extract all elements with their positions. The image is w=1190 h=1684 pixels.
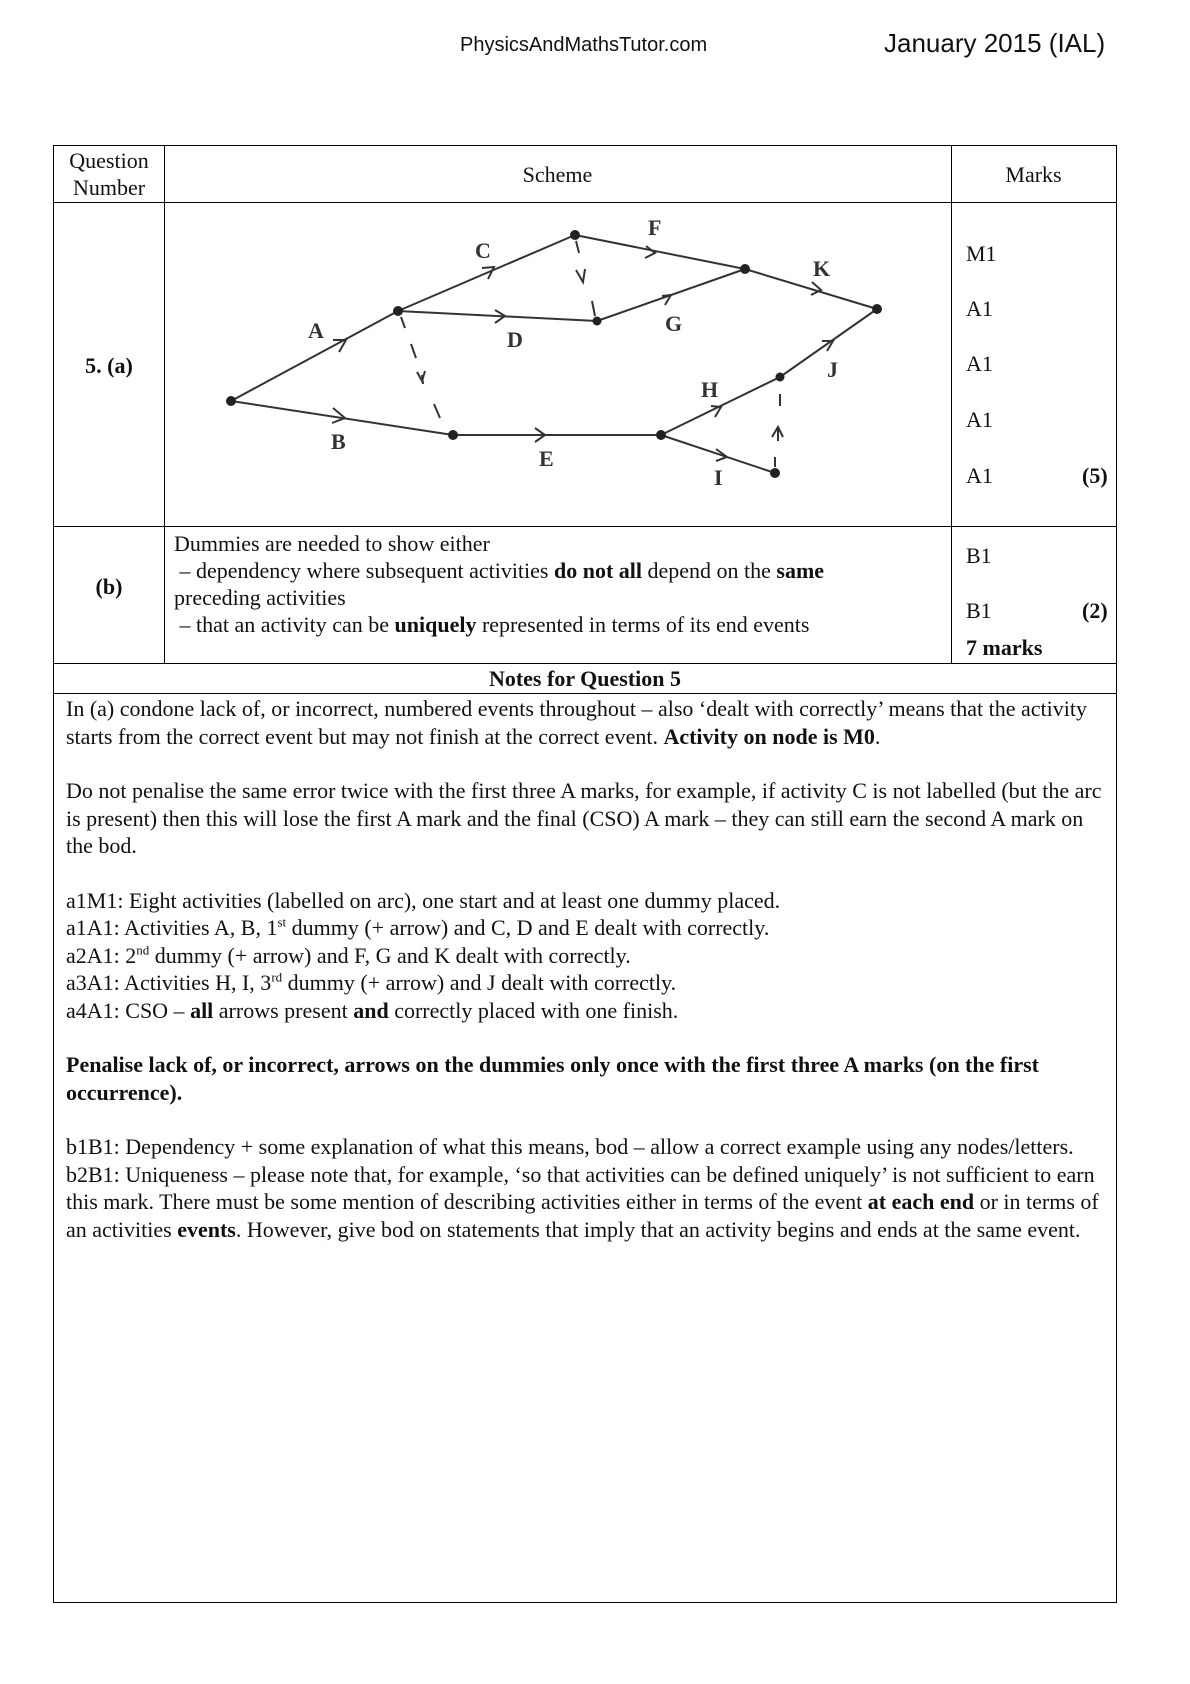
dummy-2-dash [592, 301, 595, 316]
divider [54, 526, 1116, 527]
event-node [570, 230, 580, 240]
activity-network-diagram [165, 203, 951, 525]
text: a4A1: CSO – [66, 997, 191, 1023]
dummy-2-dash [576, 241, 579, 253]
part-a-subtotal: (5) [1082, 463, 1108, 488]
question-number-5a: 5. (a) [85, 353, 133, 378]
divider [54, 693, 1116, 694]
dummy-1-dash [434, 404, 440, 418]
dummy-1-dash [411, 344, 416, 358]
column-header-marks: Marks [1005, 162, 1062, 187]
notes-title: Notes for Question 5 [488, 666, 682, 691]
emphasis: at each end [867, 1189, 975, 1214]
event-node [770, 468, 780, 478]
note-paragraph [66, 695, 1106, 750]
event-nodes [226, 230, 882, 478]
criterion-a2a1 [66, 942, 1106, 970]
event-node [776, 373, 785, 382]
text: a1A1: Activities A, B, 1 [66, 915, 278, 940]
text: – that an activity can be [179, 612, 395, 637]
text: . [874, 723, 881, 749]
answer-line [174, 611, 944, 638]
event-node [656, 430, 666, 440]
total-marks: 7 marks [966, 635, 1043, 660]
mark-a1: A1 [966, 407, 993, 432]
part-b-answer [174, 530, 944, 638]
text: . However, give bod on statements that imply that an activity begins and ends at the same event. [235, 1216, 1081, 1242]
answer-line: Dummies are needed to show either [174, 531, 490, 556]
superscript: st [277, 914, 287, 930]
label-b: B [331, 429, 346, 454]
page-header-site: PhysicsAndMathsTutor.com [460, 34, 708, 56]
divider [951, 146, 952, 663]
answer-line [174, 557, 944, 584]
label-h: H [701, 377, 719, 402]
label-i: I [714, 465, 723, 490]
superscript: rd [271, 969, 283, 985]
mark-a1: A1 [966, 351, 993, 376]
divider [54, 663, 1116, 664]
criterion-a1m1: a1M1: Eight activities (labelled on arc), one start and at least one dummy placed. [66, 887, 781, 913]
dummy-1-dash [401, 317, 405, 328]
text: a2A1: 2 [66, 942, 137, 968]
mark-a1: A1 [966, 463, 993, 488]
emphasis: Activity on node is M0 [663, 723, 875, 749]
event-node [393, 306, 403, 316]
emphasis: do not all [553, 558, 643, 583]
answer-line: preceding activities [174, 585, 346, 610]
emphasis: all [190, 997, 214, 1023]
column-header-scheme: Scheme [522, 162, 593, 187]
label-k: K [813, 256, 831, 281]
text: or in terms of an activities [66, 1189, 1099, 1242]
mark-b1: B1 [966, 543, 992, 568]
label-e: E [539, 446, 554, 471]
column-header-question-line2: Number [72, 175, 146, 200]
text: arrows present [213, 997, 354, 1023]
event-node [448, 430, 458, 440]
text: correctly placed with one finish. [388, 997, 679, 1023]
mark-a1: A1 [966, 296, 993, 321]
emphasis: same [776, 558, 825, 583]
criterion-a3a1 [66, 969, 1106, 997]
text: dummy (+ arrow) and F, G and K dealt with correctly. [149, 942, 631, 968]
text: depend on the [642, 558, 777, 583]
label-a: A [308, 318, 324, 343]
page-header-date: January 2015 (IAL) [884, 28, 1106, 58]
criterion-b2b1 [66, 1161, 1106, 1244]
activity-f-arc [575, 235, 745, 269]
criterion-a1a1 [66, 914, 1106, 942]
superscript: nd [136, 942, 150, 958]
criterion-a4a1 [66, 997, 1106, 1025]
text: dummy (+ arrow) and J dealt with correctly. [282, 970, 677, 995]
label-j: J [827, 357, 838, 382]
emphasis: events [177, 1216, 236, 1242]
notes-body [66, 695, 1106, 1243]
event-node [740, 264, 750, 274]
column-header-question-line1: Question [69, 148, 149, 173]
note-paragraph: Do not penalise the same error twice with the first three A marks, for example, if activity C is not labelled (but the arc is present) then this will lose the first A mark and the final (CSO) A mark – they can still earn the second A mark on the bod. [66, 778, 1102, 858]
column-header-question [54, 147, 164, 201]
question-number-5b: (b) [95, 574, 123, 599]
event-node [593, 317, 602, 326]
text: represented in terms of its end events [476, 612, 810, 637]
criterion-b1b1: b1B1: Dependency + some explanation of what this means, bod – allow a correct example using any nodes/letters. [66, 1134, 1074, 1159]
text: In (a) condone lack of, or incorrect, numbered events throughout – also ‘dealt with correctly’ means that the activity starts from the correct event but may not finish at the correct event. [66, 696, 1088, 749]
start-node [226, 396, 236, 406]
finish-node [872, 304, 882, 314]
activity-labels [308, 215, 838, 490]
emphasis: and [353, 997, 389, 1023]
mark-b1: B1 [966, 598, 992, 623]
emphasis: uniquely [394, 612, 477, 637]
part-b-subtotal: (2) [1082, 598, 1108, 623]
text: b2B1: Uniqueness – please note that, for example, ‘so that activities can be defined uniquely’ is not sufficient to earn this mark. There must be some mention of describing activities either in terms of the event [66, 1161, 1095, 1214]
penalise-note: Penalise lack of, or incorrect, arrows on the dummies only once with the first three A marks (on the first occurrence). [66, 1052, 1039, 1105]
text: a3A1: Activities H, I, 3 [66, 970, 272, 995]
mark-scheme-table [53, 145, 1117, 1603]
mark-m1: M1 [966, 241, 997, 266]
label-d: D [507, 327, 523, 352]
marking-criteria-list [66, 887, 1106, 1025]
text: – dependency where subsequent activities [179, 558, 554, 583]
label-f: F [648, 215, 662, 240]
label-c: C [475, 238, 491, 263]
activity-k-arc [745, 269, 877, 309]
text: dummy (+ arrow) and C, D and E dealt with correctly. [286, 915, 770, 940]
label-g: G [665, 311, 683, 336]
